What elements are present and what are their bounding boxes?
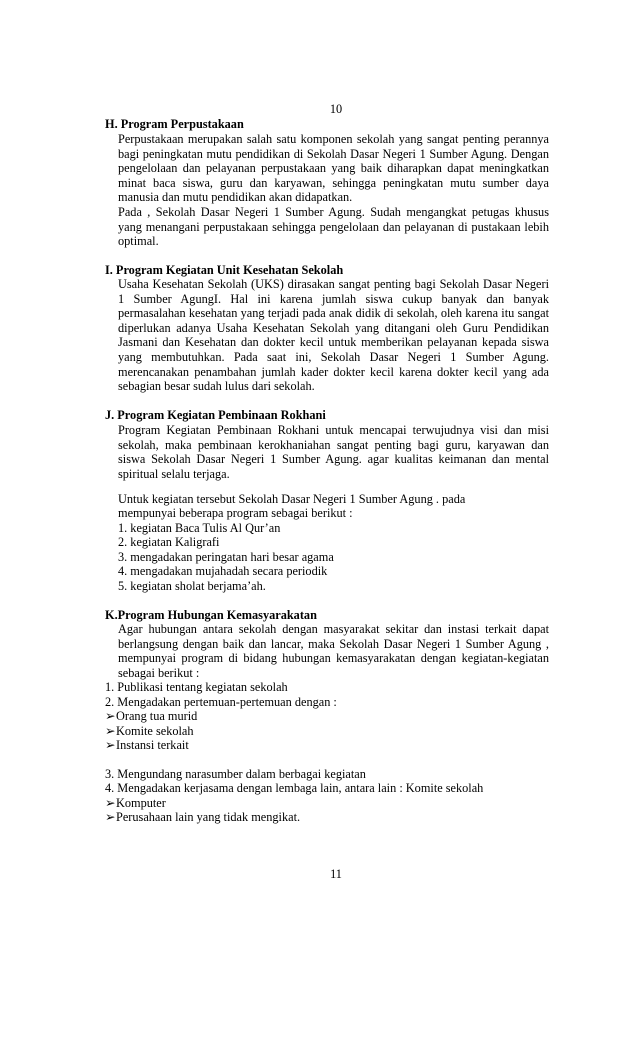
arrow-bullet-icon: ➢ [105, 810, 116, 824]
paragraph-perpustakaan-1: Perpustakaan merupakan salah satu komponen sekolah yang sangat penting perannya bagi peningkatan mutu pendidikan di Sekolah Dasar Negeri 1 Sumber Agung. Dengan pengelolaan dan pelayanan perpustakaan yang baik diharapkan dapat meningkatkan minat baca siswa, guru dan karyawan, sehingga peningkatan mutu sumber daya manusia dan mutu pendidikan akan didapatkan. [118, 132, 549, 205]
heading-program-kemasyarakatan: K.Program Hubungan Kemasyarakatan [105, 608, 317, 622]
rokhani-intro-line-1: Untuk kegiatan tersebut Sekolah Dasar Negeri 1 Sumber Agung . pada [118, 492, 466, 506]
rokhani-list-item: 2. kegiatan Kaligrafi [118, 535, 220, 549]
page-number-top: 10 [329, 102, 343, 116]
rokhani-intro-line-2: mempunyai beberapa program sebagai berikut : [118, 506, 353, 520]
arrow-bullet-icon: ➢ [105, 796, 116, 810]
paragraph-perpustakaan-2: Pada , Sekolah Dasar Negeri 1 Sumber Agung. Sudah mengangkat petugas khusus yang menangani perpustakaan sehingga pengelolaan dan pelayanan di pustakaan lebih optimal. [118, 205, 549, 249]
rokhani-list-item: 4. mengadakan mujahadah secara periodik [118, 564, 328, 578]
sub-list-item: ➢Orang tua murid [105, 709, 198, 723]
kemasyarakatan-list-item: 2. Mengadakan pertemuan-pertemuan dengan : [105, 695, 337, 709]
kemasyarakatan-list-item: 4. Mengadakan kerjasama dengan lembaga lain, antara lain : Komite sekolah [105, 781, 484, 795]
arrow-bullet-icon: ➢ [105, 709, 116, 723]
arrow-bullet-icon: ➢ [105, 738, 116, 752]
kemasyarakatan-list-item: 1. Publikasi tentang kegiatan sekolah [105, 680, 288, 694]
heading-program-uks: I. Program Kegiatan Unit Kesehatan Sekolah [105, 263, 344, 277]
paragraph-rokhani: Program Kegiatan Pembinaan Rokhani untuk mencapai terwujudnya visi dan misi sekolah, maka pembinaan kerokhaniahan sangat penting bagi guru, karyawan dan siswa Sekolah Dasar Negeri 1 Sumber Agung. agar kualitas keimanan dan mental spiritual selalu terjaga. [118, 423, 549, 481]
sub-list-item: ➢Komputer [105, 796, 166, 810]
heading-program-perpustakaan: H. Program Perpustakaan [105, 117, 244, 131]
arrow-bullet-icon: ➢ [105, 724, 116, 738]
sub-list-item: ➢Perusahaan lain yang tidak mengikat. [105, 810, 301, 824]
sub-list-item: ➢Komite sekolah [105, 724, 194, 738]
heading-program-rokhani: J. Program Kegiatan Pembinaan Rokhani [105, 408, 326, 422]
paragraph-kemasyarakatan: Agar hubungan antara sekolah dengan masyarakat sekitar dan instasi terkait dapat berlangsung dengan baik dan lancar, maka Sekolah Dasar Negeri 1 Sumber Agung , mempunyai program di bidang hubungan kemasyarakatan dengan kegiatan-kegiatan sebagai berikut : [118, 622, 549, 680]
rokhani-list-item: 1. kegiatan Baca Tulis Al Qur’an [118, 521, 281, 535]
kemasyarakatan-list-item: 3. Mengundang narasumber dalam berbagai kegiatan [105, 767, 366, 781]
sub-list-item: ➢Instansi terkait [105, 738, 189, 752]
page-number-bottom: 11 [330, 867, 342, 881]
rokhani-list-item: 5. kegiatan sholat berjama’ah. [118, 579, 266, 593]
rokhani-list-item: 3. mengadakan peringatan hari besar agama [118, 550, 334, 564]
paragraph-uks: Usaha Kesehatan Sekolah (UKS) dirasakan sangat penting bagi Sekolah Dasar Negeri 1 Sumber AgungI. Hal ini karena jumlah siswa cukup banyak dan banyak permasalahan kesehatan yang terjadi pada anak didik di sekolah, oleh karena itu sangat diperlukan adanya Usaha Kesehatan Sekolah yang ditangani oleh Guru Pendidikan Jasmani dan Kesehatan dan dokter kecil untuk memberikan pelayanan kepada siswa yang membutuhkan. Pada saat ini, Sekolah Dasar Negeri 1 Sumber Agung. merencanakan penambahan jumlah kader dokter kecil karena dokter kecil yang ada sebagian besar sudah lulus dari sekolah. [118, 277, 549, 394]
